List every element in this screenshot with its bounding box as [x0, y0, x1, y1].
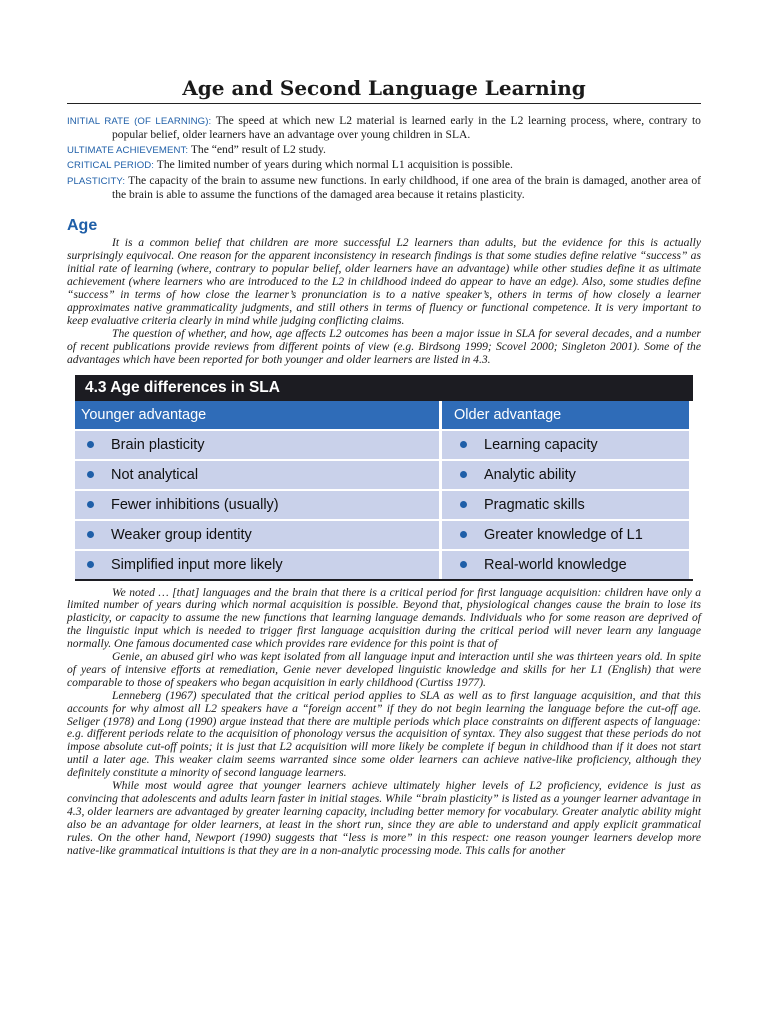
table-cell-older — [439, 549, 689, 579]
bullet-icon — [87, 561, 94, 568]
cell-text: Learning capacity — [484, 436, 598, 453]
definition-item — [67, 174, 701, 202]
table-grid — [75, 401, 693, 579]
body-paragraph-2: The question of whether, and how, age affects L2 outcomes has been a major issue in SLA for several decades, and a number of recent publications provide reviews from different points of view (e.g. Birdsong 1999; Scovel 2000; Singleton 2001). Some of the advantages which have been reported for both younger and older learners are listed in 4.3. — [67, 326, 701, 366]
definition-term: ULTIMATE ACHIEVEMENT: — [67, 144, 189, 156]
table-cell-younger — [75, 429, 439, 459]
table-cell-older — [439, 429, 689, 459]
cell-text: Not analytical — [111, 466, 199, 483]
definition-term: CRITICAL PERIOD: — [67, 160, 155, 172]
body-paragraph-3: We noted … [that] languages and the brain that there is a critical period for first language acquisition: children have only a limited number of years during which normal acquisition is possible. Beyond that, physiological changes cause the brain to lose its plasticity, or capacity to assume the new functions that learning language demands. Individuals who for some reason are deprived of the linguistic input which is needed to trigger first language acquisition during the critical period will never learn any language normally. One famous documented case which provides rare evidence for this point is that of — [67, 585, 701, 651]
body-paragraph-4: Genie, an abused girl who was kept isolated from all language input and interaction until she was thirteen years old. In spite of years of intensive efforts at remediation, Genie never developed linguistic knowledge and skills for her L1 (English) that were comparable to those of speakers who began acquisition in early childhood (Curtiss 1977). — [67, 650, 701, 689]
bullet-icon — [87, 471, 94, 478]
cell-text: Simplified input more likely — [111, 556, 283, 573]
table-cell-younger — [75, 549, 439, 579]
definition-item — [67, 143, 701, 157]
definition-text: The “end” result of L2 study. — [188, 142, 326, 156]
age-differences-table — [75, 375, 693, 581]
definitions-list — [67, 114, 701, 201]
body-paragraph-6: While most would agree that younger learners achieve ultimately higher levels of L2 proficiency, evidence is just as convincing that adolescents and adults learn faster in initial stages. While “brain plasticity” is listed as a younger learner advantage in 4.3, older learners are advantaged by greater learning capacity, including better memory for vocabulary. Greater analytic ability might also be an advantage for older learners, at least in the short run, since they are able to understand and apply explicit grammatical rules. On the other hand, Newport (1990) suggests that “less is more” in this respect: one reason younger learners develop more native-like grammatical intuitions is that they are in a non-analytic processing mode. This calls for another — [67, 779, 701, 857]
bullet-icon — [87, 501, 94, 508]
table-cell-older — [439, 459, 689, 489]
definition-text: The capacity of the brain to assume new functions. In early childhood, if one area of the brain is damaged, another area of the brain is able to assume the functions of the damaged area because it retains plasticity. — [112, 173, 701, 202]
table-cell-younger — [75, 459, 439, 489]
body-paragraph-1: It is a common belief that children are more successful L2 learners than adults, but the evidence for this is actually surprisingly equivocal. One reason for the apparent inconsistency in research findings is that some studies define relative “success” as initial rate of learning (where, contrary to popular belief, older learners have an advantage) while other studies define it as ultimate achievement (where learners who are introduced to the L2 in childhood indeed do appear to have an edge). Also, some studies define “success” in terms of how close the learner’s pronunciation is to a native speaker’s, others in terms of how closely a learner approximates native grammaticality judgments, and still others in terms of fluency or functional competence. It is very important to keep evaluative criteria clearly in mind while judging conflicting claims. — [67, 236, 701, 327]
section-heading-age: Age — [67, 217, 98, 235]
document-page — [67, 76, 701, 858]
bullet-icon — [87, 441, 94, 448]
bullet-icon — [460, 471, 467, 478]
column-header-older: Older advantage — [439, 401, 689, 429]
page-title: Age and Second Language Learning — [67, 76, 701, 104]
definition-item — [67, 158, 701, 172]
cell-text: Brain plasticity — [111, 436, 205, 453]
table-cell-younger — [75, 489, 439, 519]
table-cell-older — [439, 489, 689, 519]
bullet-icon — [460, 501, 467, 508]
definition-term: PLASTICITY: — [67, 175, 126, 187]
cell-text: Pragmatic skills — [484, 496, 585, 513]
definition-term: INITIAL RATE (OF LEARNING): — [67, 116, 212, 127]
cell-text: Real-world knowledge — [484, 556, 627, 573]
bullet-icon — [87, 531, 94, 538]
cell-text: Analytic ability — [484, 466, 576, 483]
definition-text: The speed at which new L2 material is learned early in the L2 learning process, where, contrary to popular belief, older learners have an advantage over young children in SLA. — [112, 114, 701, 142]
bullet-icon — [460, 561, 467, 568]
column-header-younger: Younger advantage — [75, 401, 439, 429]
cell-text: Weaker group identity — [111, 526, 252, 543]
table-cell-older — [439, 519, 689, 549]
table-bottom-rule — [75, 579, 693, 581]
definition-text: The limited number of years during which normal L1 acquisition is possible. — [154, 158, 513, 172]
table-title: 4.3 Age differences in SLA — [75, 375, 693, 401]
definition-item — [67, 114, 701, 142]
bullet-icon — [460, 531, 467, 538]
cell-text: Greater knowledge of L1 — [484, 526, 643, 543]
bullet-icon — [460, 441, 467, 448]
table-cell-younger — [75, 519, 439, 549]
body-paragraph-5: Lenneberg (1967) speculated that the critical period applies to SLA as well as to first language acquisition, and that this accounts for why almost all L2 speakers have a “foreign accent” if they do not begin learning the language before the cut-off age. Seliger (1978) and Long (1990) argue instead that there are multiple periods which place constraints on different aspects of language: e.g. different periods relate to the acquisition of phonology versus the acquisition of syntax. They also suggest that these periods do not impose absolute cut-off points; it is just that L2 acquisition will more likely be complete if begun in childhood than if it does not start until a later age. This weaker claim seems warranted since some older learners can achieve native-like proficiency, although they definitely constitute a minority of second language learners. — [67, 688, 701, 780]
cell-text: Fewer inhibitions (usually) — [111, 496, 279, 513]
